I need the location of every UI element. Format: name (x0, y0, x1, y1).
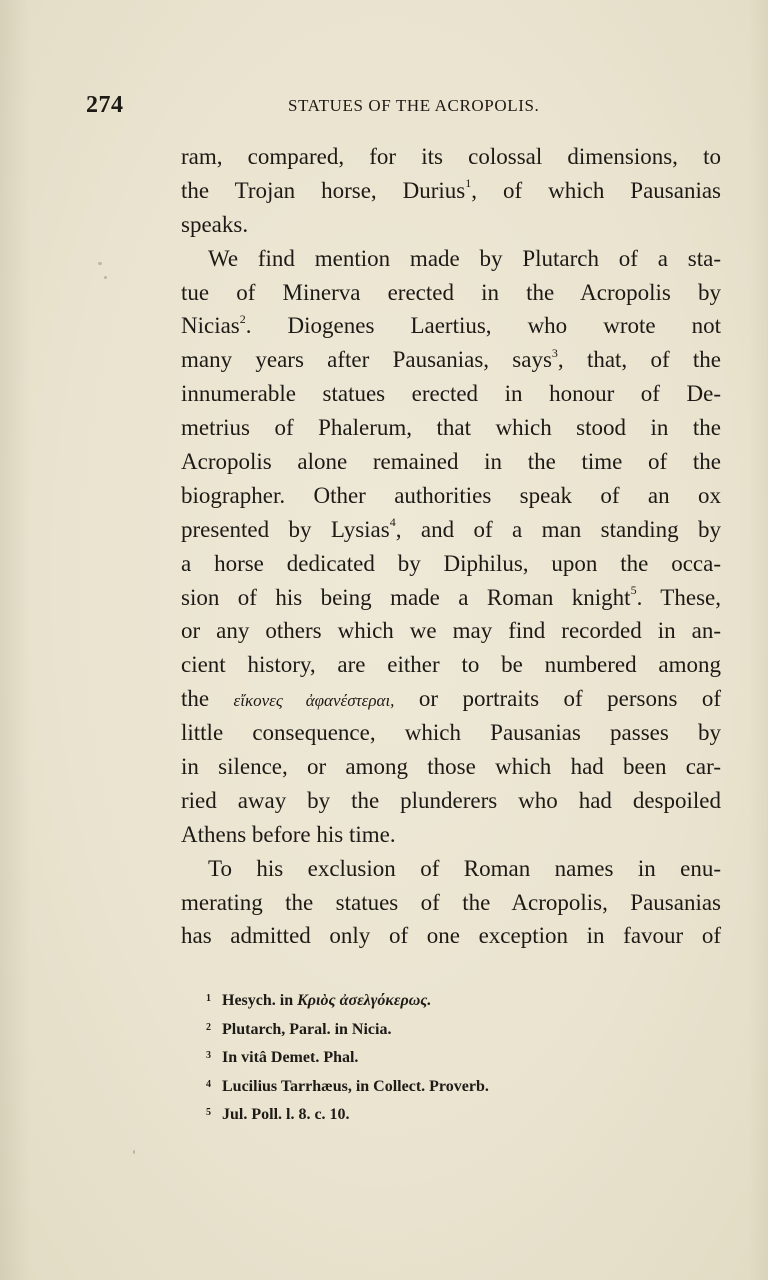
text-line: the εἴκονες ἀφανέστεραι, or portraits of persons of (181, 686, 722, 712)
text-line: biographer. Other authorities speak of an ox (181, 482, 721, 508)
note-reference: 1 (465, 176, 472, 191)
text-line: the Trojan horse, Durius$^1$, of which Pausanias (181, 176, 721, 203)
text-line: ram, compared, for its colossal dimensions, to (181, 144, 721, 169)
footnote-mark: 4 (206, 1078, 211, 1090)
text-line: cient history, are either to be numbered among (181, 652, 721, 678)
text-line: tue of Minerva erected in the Acropolis by (181, 279, 721, 305)
paper-speck (104, 276, 107, 279)
footnote-text: Plutarch, Paral. in Nicia. (222, 1020, 392, 1038)
paper-speck (133, 1150, 135, 1154)
footnote-text: Hesych. in (222, 992, 294, 1009)
text-line: Nicias$^2$. Diogenes Laertius, who wrote not (181, 311, 721, 339)
note-reference: 5 (630, 582, 637, 597)
running-title: STATUES OF THE ACROPOLIS. (288, 96, 540, 115)
footnote-text: Jul. Poll. l. 8. c. 10. (222, 1106, 350, 1123)
page-edge-shading (748, 0, 768, 1280)
footnote-mark: 2 (206, 1021, 211, 1033)
text-line: Acropolis alone remained in the time of the (181, 449, 721, 475)
text-line: little consequence, which Pausanias passes by (181, 720, 721, 746)
footnote (206, 1099, 626, 1128)
footnote-greek: Κριὸς ἀσελγόκερως. (297, 992, 432, 1009)
text-line: a horse dedicated by Diphilus, upon the occa- (181, 550, 721, 576)
footnote-mark: 1 (206, 993, 211, 1004)
footnote-mark: 3 (206, 1050, 211, 1061)
text-line: or any others which we may find recorded in an- (181, 618, 721, 644)
text-line: sion of his being made a Roman knight$^5$. These, (181, 582, 721, 610)
body-text (181, 140, 721, 953)
running-head (86, 92, 726, 122)
text-line: in silence, or among those which had been car- (181, 754, 721, 780)
text-line: many years after Pausanias, says$^3$, that, of the (181, 345, 721, 373)
footnote-mark: 5 (206, 1107, 211, 1118)
text-line: innumerable statues erected in honour of De- (181, 381, 721, 407)
text-line: speaks. (181, 211, 249, 237)
text-line: To his exclusion of Roman names in enu- (208, 855, 721, 881)
footnote (206, 1071, 626, 1100)
gutter-shadow (0, 0, 30, 1280)
footnote (206, 985, 626, 1014)
page-number: 274 (86, 92, 124, 118)
footnote (206, 1042, 626, 1071)
text-line: Athens before his time. (181, 821, 396, 847)
text-line: merating the statues of the Acropolis, Pausanias (181, 889, 721, 915)
footnote-text: Lucilius Tarrhæus, in Collect. Proverb. (222, 1077, 489, 1095)
note-reference: 3 (551, 345, 558, 360)
text-line: has admitted only of one exception in favour of (181, 923, 721, 949)
footnote (206, 1014, 626, 1043)
note-reference: 2 (239, 311, 246, 326)
text-line: metrius of Phalerum, that which stood in the (181, 415, 721, 441)
note-reference: 4 (389, 515, 396, 530)
greek-phrase: εἴκονες ἀφανέστεραι, (233, 691, 395, 711)
text-line: ried away by the plunderers who had despoiled (181, 787, 721, 813)
footnotes (206, 985, 626, 1128)
paper-speck (98, 262, 102, 265)
text-line: We find mention made by Plutarch of a sta- (208, 245, 721, 271)
text-line: presented by Lysias$^4$, and of a man standing by (181, 515, 721, 542)
footnote-text: In vitâ Demet. Phal. (222, 1049, 359, 1066)
